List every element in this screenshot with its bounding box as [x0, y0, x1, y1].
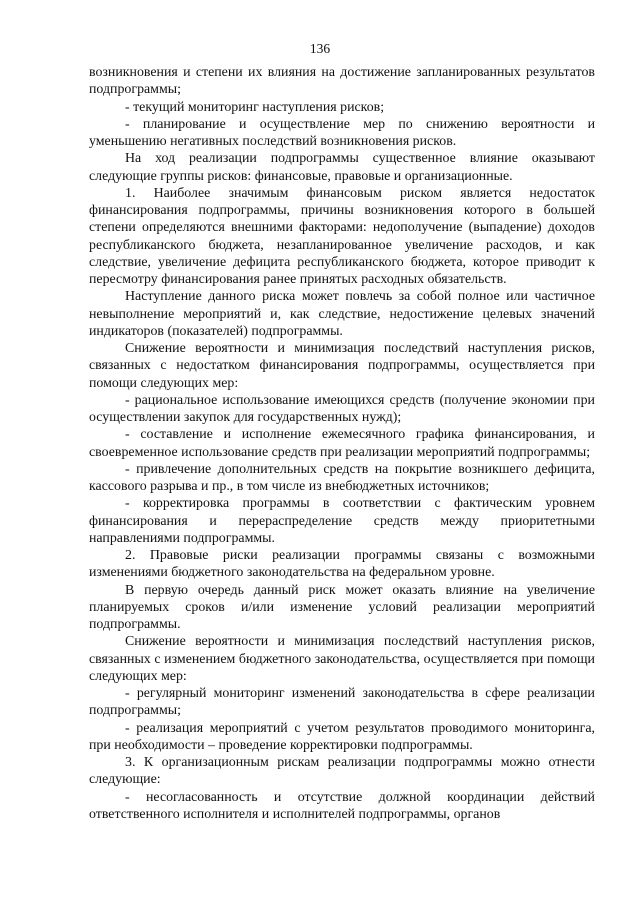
list-item: - рациональное использование имеющихся средств (получение экономии при осуществлении закупок для государственных нужд); [89, 392, 595, 425]
paragraph: 2. Правовые риски реализации программы связаны с возможными изменениями бюджетного законодательства на федеральном уровне. [89, 548, 595, 581]
list-item: - текущий мониторинг наступления рисков; [125, 99, 385, 115]
paragraph: 3. К организационным рискам реализации подпрограммы можно отнести следующие: [89, 755, 595, 788]
paragraph: В первую очередь данный риск может оказать влияние на увеличение планируемых сроков и/или изменение условий реализации мероприятий подпрограммы. [89, 582, 595, 632]
list-item: - корректировка программы в соответствии с фактическим уровнем финансирования и перераспределение средств между приоритетными направлениями подпрограммы. [89, 496, 595, 546]
list-item: - планирование и осуществление мер по снижению вероятности и уменьшению негативных последствий возникновения рисков. [89, 116, 595, 149]
page-number: 136 [309, 41, 331, 56]
list-item: - реализация мероприятий с учетом результатов проводимого мониторинга, при необходимости – проведение корректировки подпрограммы. [89, 720, 595, 753]
list-item: - регулярный мониторинг изменений законодательства в сфере реализации подпрограммы; [89, 686, 595, 719]
list-item: - несогласованность и отсутствие должной координации действий ответственного исполнителя и исполнителей подпрограммы, органов [89, 789, 595, 822]
paragraph: На ход реализации подпрограммы существенное влияние оказывают следующие группы рисков: финансовые, правовые и организационные. [89, 151, 595, 184]
list-item: - привлечение дополнительных средств на покрытие возникшего дефицита, кассового разрыва и пр., в том числе из внебюджетных источников; [89, 461, 595, 494]
paragraph: Снижение вероятности и минимизация последствий наступления рисков, связанных с недостатком финансирования подпрограммы, осуществляется при помощи следующих мер: [89, 341, 595, 391]
paragraph-continuation: возникновения и степени их влияния на достижение запланированных результатов подпрограммы; [89, 65, 595, 98]
document-body [89, 64, 595, 823]
paragraph: 1. Наиболее значимым финансовым риском является недостаток финансирования подпрограммы, причины возникновения которого в большей степени определяются внешними факторами: недополучение (выпадение) доходов республиканского бюджета, незапланированное увеличение расходов, и как следствие, увеличение дефицита республиканского бюджета, которое приводит к пересмотру финансирования ранее принятых расходных обязательств. [89, 185, 595, 287]
list-item: - составление и исполнение ежемесячного графика финансирования, и своевременное использование средств при реализации мероприятий подпрограммы; [89, 427, 595, 460]
paragraph: Наступление данного риска может повлечь за собой полное или частичное невыполнение мероприятий и, как следствие, недостижение целевых значений индикаторов (показателей) подпрограммы. [89, 289, 595, 339]
paragraph: Снижение вероятности и минимизация последствий наступления рисков, связанных с изменением бюджетного законодательства, осуществляется при помощи следующих мер: [89, 634, 595, 684]
